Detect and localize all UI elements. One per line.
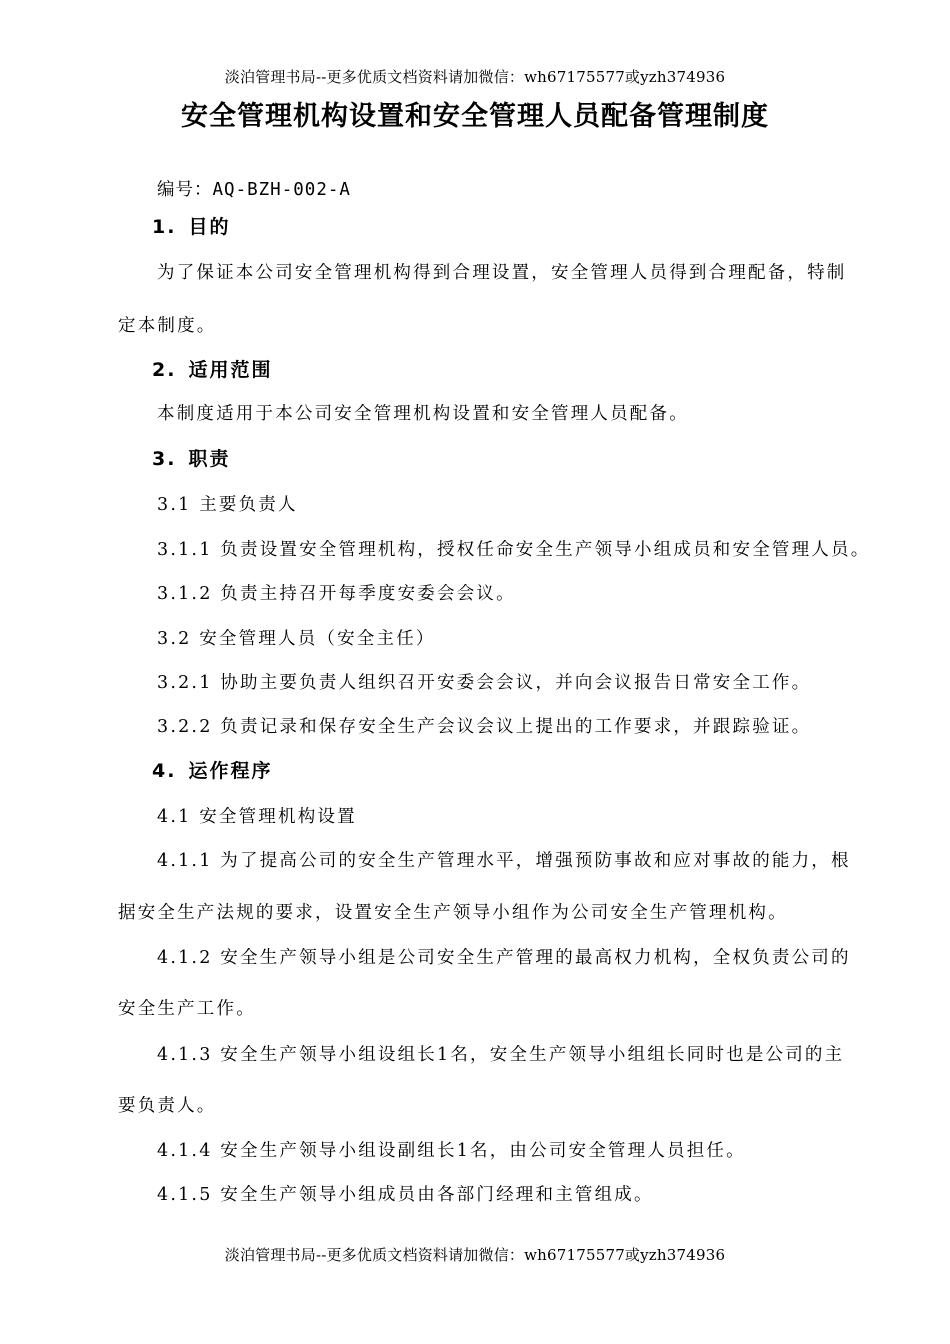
paragraph-line: 4.1.2 安全生产领导小组是公司安全生产管理的最高权力机构，全权负责公司的 [157, 948, 851, 968]
section-title: 运作程序 [188, 760, 273, 782]
paragraph-line: 3.2.2 负责记录和保存安全生产会议会议上提出的工作要求，并跟踪验证。 [157, 717, 812, 737]
paragraph-line: 4.1.3 安全生产领导小组设组长1名，安全生产领导小组组长同时也是公司的主 [157, 1045, 845, 1065]
section-title: 职责 [188, 448, 231, 470]
section-heading-scope [152, 355, 272, 382]
paragraph-line: 3.2.1 协助主要负责人组织召开安委会会议，并向会议报告日常安全工作。 [157, 673, 812, 693]
section-number: 1. [152, 216, 177, 238]
section-heading-procedure [152, 756, 272, 783]
paragraph-line: 3.2 安全管理人员（安全主任） [157, 629, 436, 649]
document-title: 安全管理机构设置和安全管理人员配备管理制度 [181, 101, 769, 132]
paragraph-line: 4.1.4 安全生产领导小组设副组长1名，由公司安全管理人员担任。 [157, 1141, 746, 1161]
page-footer-watermark: 淡泊管理书局--更多优质文档资料请加微信：wh67175577或yzh374936 [224, 1246, 726, 1264]
section-title: 适用范围 [188, 359, 273, 381]
paragraph-line: 据安全生产法规的要求，设置安全生产领导小组作为公司安全生产管理机构。 [118, 903, 788, 923]
paragraph-line: 3.1.2 负责主持召开每季度安委会会议。 [157, 584, 516, 604]
paragraph-line: 4.1.5 安全生产领导小组成员由各部门经理和主管组成。 [157, 1185, 654, 1205]
paragraph-line: 4.1 安全管理机构设置 [157, 807, 357, 827]
page-header-watermark: 淡泊管理书局--更多优质文档资料请加微信：wh67175577或yzh374936 [224, 68, 726, 86]
section-number: 2. [152, 359, 177, 381]
section-heading-responsibilities [152, 444, 230, 471]
section-number: 3. [152, 448, 177, 470]
document-number: 编号：AQ-BZH-002-A [157, 180, 351, 200]
paragraph-line: 为了保证本公司安全管理机构得到合理设置，安全管理人员得到合理配备，特制 [157, 263, 847, 283]
section-heading-purpose [152, 212, 230, 239]
paragraph-line: 要负责人。 [118, 1096, 217, 1116]
paragraph-line: 3.1 主要负责人 [157, 495, 298, 515]
paragraph-line: 本制度适用于本公司安全管理机构设置和安全管理人员配备。 [157, 404, 689, 424]
paragraph-line: 4.1.1 为了提高公司的安全生产管理水平，增强预防事故和应对事故的能力，根 [157, 851, 851, 871]
paragraph-line: 3.1.1 负责设置安全管理机构，授权任命安全生产领导小组成员和安全管理人员。 [157, 540, 871, 560]
section-number: 4. [152, 760, 177, 782]
section-title: 目的 [188, 216, 231, 238]
paragraph-line: 安全生产工作。 [118, 999, 256, 1019]
paragraph-line: 定本制度。 [118, 316, 217, 336]
